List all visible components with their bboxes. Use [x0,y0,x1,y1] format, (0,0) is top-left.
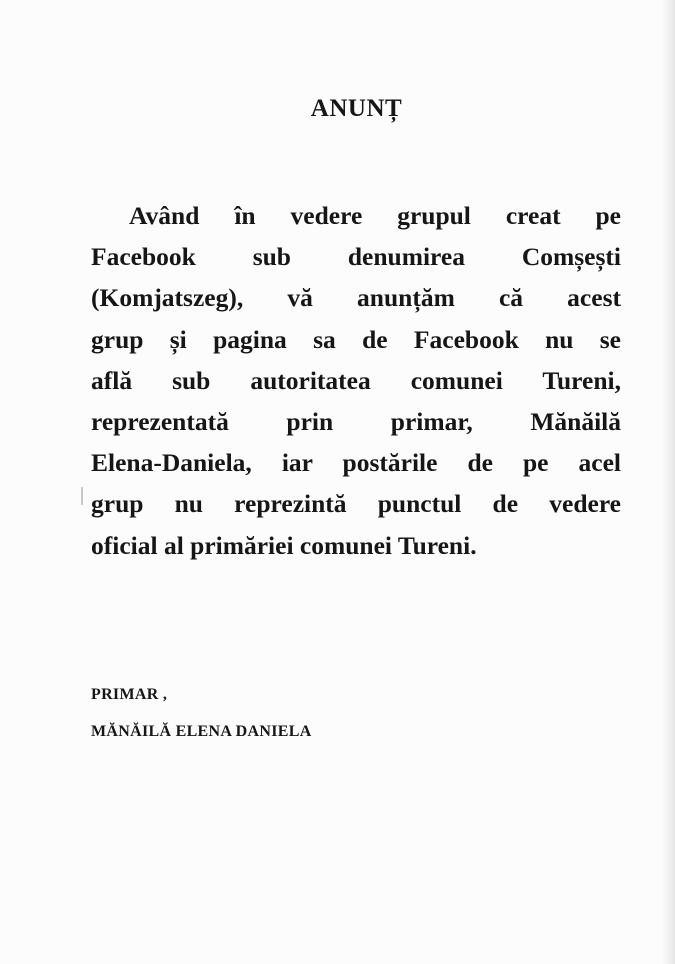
body-line: grup nu reprezintă punctul de vedere [91,489,621,519]
signature-role: PRIMAR , [91,686,168,703]
body-line: reprezentată prin primar, Mănăilă [91,406,621,436]
body-line: Facebook sub denumirea Comșești [91,242,621,272]
document-title: ANUNȚ [310,95,403,122]
announcement-body [91,195,621,566]
body-line: află sub autoritatea comunei Tureni, [91,365,621,395]
body-line: (Komjatszeg), vă anunțăm că acest [91,283,621,313]
signature-name: MĂNĂILĂ ELENA DANIELA [91,723,312,740]
body-line: Elena-Daniela, iar postările de pe acel [91,448,621,478]
scan-mark [81,487,83,505]
body-line: grup și pagina sa de Facebook nu se [91,324,621,354]
page-edge-shadow [661,0,675,964]
body-line: Având în vedere grupul creat pe [129,201,621,230]
body-line: oficial al primăriei comunei Tureni. [91,530,477,560]
